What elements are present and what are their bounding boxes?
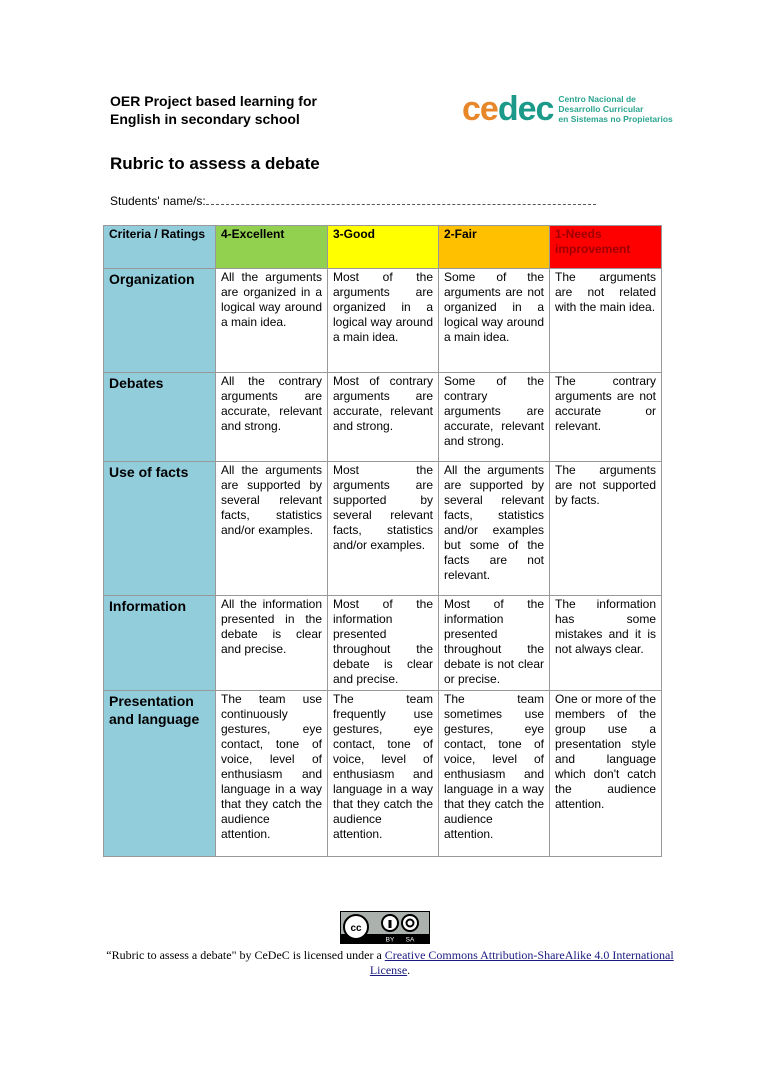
- students-name-field: [110, 193, 596, 208]
- svg-text:cc: cc: [350, 923, 362, 934]
- rating-cell: The team use continuously gestures, eye contact, tone of voice, level of enthusiasm and language in a way that they catch the audience attention.: [216, 691, 328, 857]
- logo-sub-3: en Sistemas no Propietarios: [558, 114, 673, 124]
- logo-sub-1: Centro Nacional de: [558, 94, 636, 104]
- page-title: Rubric to assess a debate: [110, 154, 320, 173]
- cedec-logo: [462, 92, 673, 126]
- rating-cell: Some of the contrary arguments are accurate, relevant and strong.: [439, 373, 550, 462]
- rating-cell: The arguments are not related with the main idea.: [550, 269, 662, 373]
- rubric-table: [103, 225, 662, 857]
- cc-by-sa-badge: [340, 911, 430, 944]
- header-cell-2: 3-Good: [328, 226, 439, 269]
- criterion-cell: Debates: [104, 373, 216, 462]
- header-cell-1: 4-Excellent: [216, 226, 328, 269]
- rating-cell: All the arguments are organized in a logical way around a main idea.: [216, 269, 328, 373]
- rating-cell: The team frequently use gestures, eye contact, tone of voice, level of enthusiasm and language in a way that they catch the audience attention.: [328, 691, 439, 857]
- project-title: [110, 92, 317, 128]
- logo-sub-2: Desarrollo Curricular: [558, 104, 644, 114]
- criterion-cell: Presentation and language: [104, 691, 216, 857]
- rating-cell: Most of contrary arguments are accurate, relevant and strong.: [328, 373, 439, 462]
- project-line-2: English in secondary school: [110, 111, 300, 127]
- students-name-line: [206, 193, 596, 205]
- badge-sa: SA: [405, 936, 415, 943]
- table-row: [104, 373, 662, 462]
- students-label: Students' name/s:: [110, 194, 206, 208]
- header-cell-3: 2-Fair: [439, 226, 550, 269]
- table-row: [104, 596, 662, 691]
- header-cell-0: Criteria / Ratings: [104, 226, 216, 269]
- rating-cell: All the contrary arguments are accurate, relevant and strong.: [216, 373, 328, 462]
- rating-cell: The contrary arguments are not accurate or relevant.: [550, 373, 662, 462]
- badge-by: BY: [385, 936, 395, 943]
- rating-cell: Most of the information presented throughout the debate is not clear or precise.: [439, 596, 550, 691]
- license-text: “Rubric to assess a debate" by CeDeC is licensed under a: [106, 948, 385, 962]
- logo-word-orange: ce: [462, 90, 498, 128]
- header-cell-4: 1-Needs improvement: [550, 226, 662, 269]
- rating-cell: The team sometimes use gestures, eye contact, tone of voice, level of enthusiasm and language in a way that they catch the audience attention.: [439, 691, 550, 857]
- rating-cell: All the information presented in the debate is clear and precise.: [216, 596, 328, 691]
- project-line-1: OER Project based learning for: [110, 93, 317, 109]
- table-row: [104, 269, 662, 373]
- license-link[interactable]: Creative Commons Attribution-ShareAlike 4.0 International License: [369, 948, 674, 977]
- rating-cell: Most of the information presented throughout the debate is clear and precise.: [328, 596, 439, 691]
- rating-cell: The arguments are not supported by facts.: [550, 462, 662, 596]
- rating-cell: All the arguments are supported by several relevant facts, statistics and/or examples but some of the facts are not relevant.: [439, 462, 550, 596]
- rating-cell: The information has some mistakes and it is not always clear.: [550, 596, 662, 691]
- rating-cell: One or more of the members of the group use a presentation style and language which don't catch the audience attention.: [550, 691, 662, 857]
- table-row: [104, 691, 662, 857]
- license-period: .: [407, 963, 411, 977]
- license-footer: [100, 948, 680, 978]
- criterion-cell: Organization: [104, 269, 216, 373]
- rating-cell: Most of the arguments are organized in a logical way around a main idea.: [328, 269, 439, 373]
- table-row: [104, 462, 662, 596]
- rating-cell: Some of the arguments are not organized in a logical way around a main idea.: [439, 269, 550, 373]
- rating-cell: Most the arguments are supported by several relevant facts, statistics and/or examples.: [328, 462, 439, 596]
- criterion-cell: Use of facts: [104, 462, 216, 596]
- rating-cell: All the arguments are supported by several relevant facts, statistics and/or examples.: [216, 462, 328, 596]
- logo-word-teal: dec: [497, 90, 554, 128]
- criterion-cell: Information: [104, 596, 216, 691]
